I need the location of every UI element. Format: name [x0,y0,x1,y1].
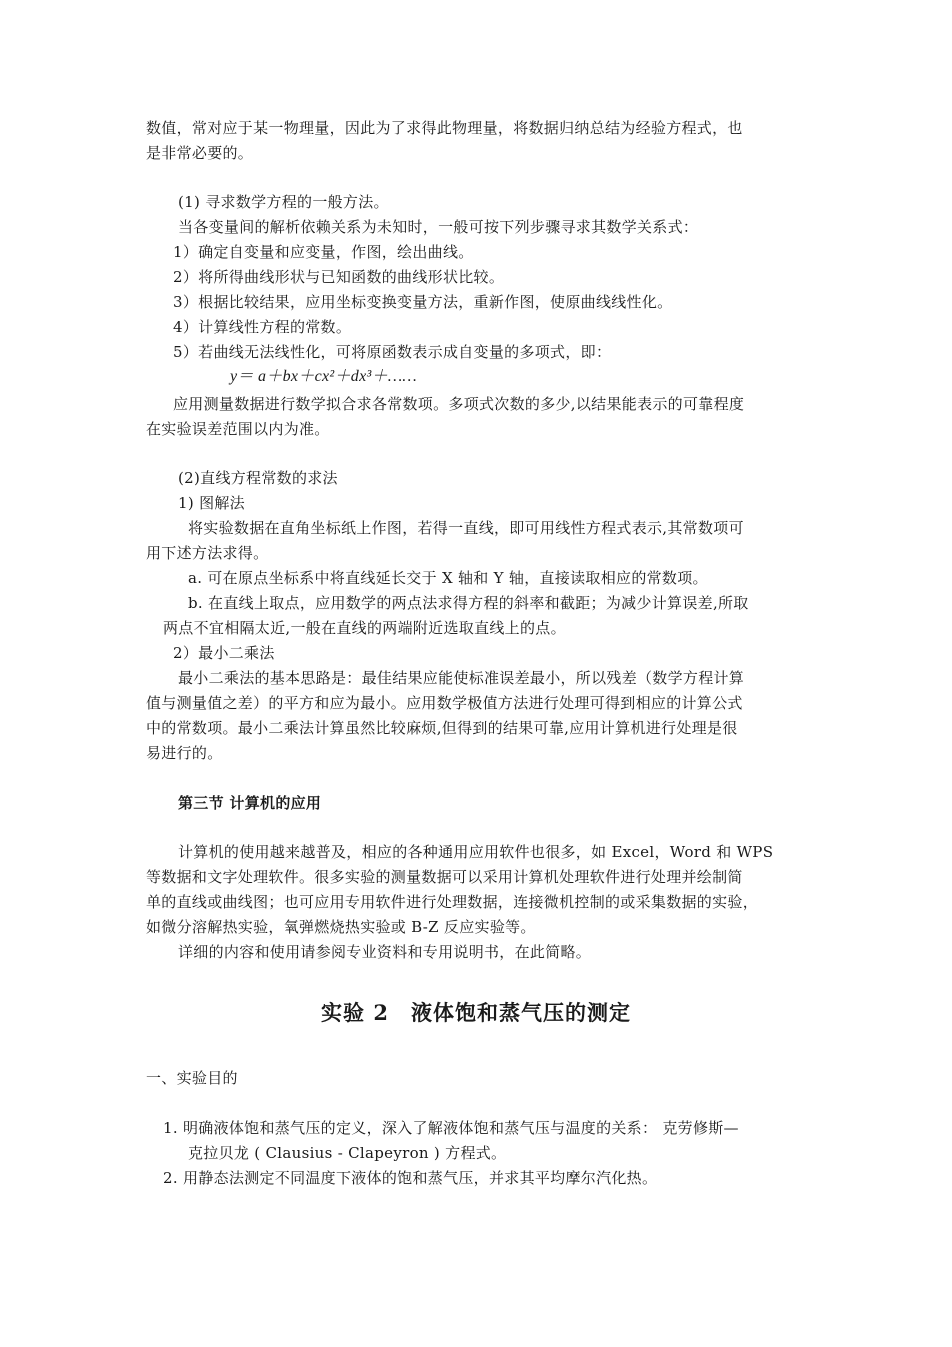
fitting-note-line-1: 应用测量数据进行数学拟合求各常数项。多项式次数的多少,以结果能表示的可靠程度 [173,395,745,413]
least-squares-line-2: 值与测量值之差）的平方和应为最小。应用数学极值方法进行处理可得到相应的计算公式 [146,694,743,712]
computer-para-line-3: 单的直线或曲线图；也可应用专用软件进行处理数据，连接微机控制的或采集数据的实验， [146,893,759,911]
fitting-note-line-2: 在实验误差范围以内为准。 [146,420,330,438]
step-2: 2）将所得曲线形状与已知函数的曲线形状比较。 [173,268,505,286]
least-squares-line-1: 最小二乘法的基本思路是：最佳结果应能使标准误差最小，所以残差（数学方程计算 [178,669,745,687]
graphical-method-line-2: 用下述方法求得。 [146,544,269,562]
item-b-line-2: 两点不宜相隔太近,一般在直线的两端附近选取直线上的点。 [163,619,566,637]
computer-para-line-2: 等数据和文字处理软件。很多实验的测量数据可以采用计算机处理软件进行处理并绘制简 [146,868,743,886]
section-1-heading: (1) 寻求数学方程的一般方法。 [178,193,389,211]
graphical-method-line-1: 将实验数据在直角坐标纸上作图，若得一直线，即可用线性方程式表示,其常数项可 [188,519,744,537]
least-squares-line-3: 中的常数项。最小二乘法计算虽然比较麻烦,但得到的结果可靠,应用计算机进行处理是很 [146,719,738,737]
item-a: a. 可在原点坐标系中将直线延长交于 X 轴和 Y 轴，直接读取相应的常数项。 [188,569,708,587]
section-3-heading: 第三节 计算机的应用 [178,794,322,812]
polynomial-formula: y＝ a＋bx＋cx²＋dx³＋…… [230,368,417,385]
graphical-method-title: 1) 图解法 [178,494,245,512]
step-3: 3）根据比较结果，应用坐标变换变量方法，重新作图，使原曲线线性化。 [173,293,673,311]
section-2-heading: (2)直线方程常数的求法 [178,469,338,487]
computer-closing: 详细的内容和使用请参阅专业资料和专用说明书，在此简略。 [178,943,592,961]
experiment-title: 实验 2 液体饱和蒸气压的测定 [321,1000,631,1025]
step-4: 4）计算线性方程的常数。 [173,318,352,336]
item-b-line-1: b. 在直线上取点，应用数学的两点法求得方程的斜率和截距；为减少计算误差,所取 [188,594,749,612]
section-1-intro: 当各变量间的解析依赖关系为未知时，一般可按下列步骤寻求其数学关系式： [178,218,699,236]
objective-2: 2. 用静态法测定不同温度下液体的饱和蒸气压，并求其平均摩尔汽化热。 [163,1169,658,1187]
objective-1-line-2: 克拉贝龙 ( Clausius - Clapeyron ) 方程式。 [188,1144,507,1162]
least-squares-line-4: 易进行的。 [146,744,223,762]
step-1: 1）确定自变量和应变量，作图，绘出曲线。 [173,243,474,261]
step-5: 5）若曲线无法线性化，可将原函数表示成自变量的多项式，即： [173,343,612,361]
computer-para-line-4: 如微分溶解热实验，氧弹燃烧热实验或 B-Z 反应实验等。 [146,918,536,936]
continuation-line-1: 数值，常对应于某一物理量，因此为了求得此物理量，将数据归纳总结为经验方程式，也 [146,119,743,137]
computer-para-line-1: 计算机的使用越来越普及，相应的各种通用应用软件也很多，如 Excel，Word 和 WPS [178,843,774,861]
continuation-line-2: 是非常必要的。 [146,144,254,162]
objective-1-line-1: 1. 明确液体饱和蒸气压的定义，深入了解液体饱和蒸气压与温度的关系： 克劳修斯— [163,1119,739,1137]
least-squares-title: 2）最小二乘法 [173,644,275,662]
objective-heading: 一、实验目的 [146,1069,238,1087]
